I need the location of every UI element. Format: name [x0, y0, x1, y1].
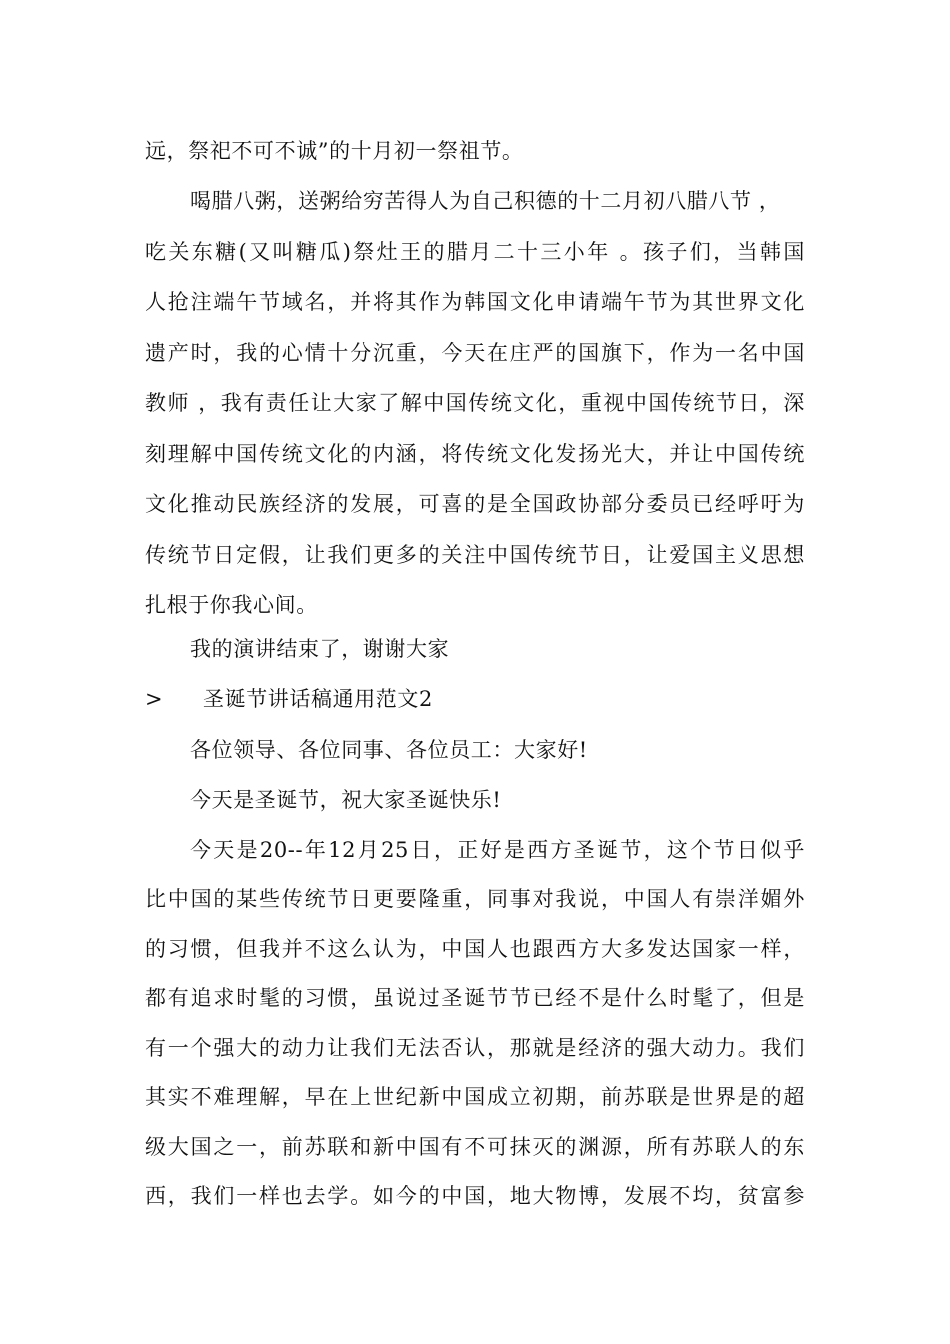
paragraph-line: 吃关东糖(又叫糖瓜)祭灶王的腊月二十三小年 。孩子们，当韩国 [145, 240, 805, 264]
paragraph-line: 今天是圣诞节，祝大家圣诞快乐! [190, 788, 502, 812]
paragraph-line: 的习惯，但我并不这么认为，中国人也跟西方大多发达国家一样， [145, 937, 805, 961]
paragraph-line: 遗产时，我的心情十分沉重，今天在庄严的国旗下，作为一名中国 [145, 341, 805, 365]
paragraph-line: 我的演讲结束了，谢谢大家 [190, 637, 450, 661]
section-heading [145, 684, 805, 714]
paragraph-line: 喝腊八粥，送粥给穷苦得人为自己积德的十二月初八腊八节 ， [190, 189, 781, 213]
paragraph-line: 今天是20--年12月25日，正好是西方圣诞节，这个节日似乎 [190, 838, 805, 862]
paragraph-line: 各位领导、各位同事、各位员工：大家好! [190, 738, 588, 762]
paragraph-line: 级大国之一，前苏联和新中国有不可抹灭的渊源，所有苏联人的东 [145, 1135, 805, 1159]
paragraph-line: 扎根于你我心间。 [145, 593, 318, 617]
paragraph-line: 有一个强大的动力让我们无法否认，那就是经济的强大动力。我们 [145, 1036, 805, 1060]
paragraph-line: 人抢注端午节域名，并将其作为韩国文化申请端午节为其世界文化 [145, 290, 805, 314]
paragraph-line: 刻理解中国传统文化的内涵，将传统文化发扬光大，并让中国传统 [145, 442, 805, 466]
paragraph-line: 远，祭祀不可不诚”的十月初一祭祖节。 [145, 139, 524, 163]
chevron-right-icon: > [145, 687, 163, 711]
section-heading-text: 圣诞节讲话稿通用范文2 [203, 687, 433, 711]
paragraph-line: 其实不难理解，早在上世纪新中国成立初期，前苏联是世界是的超 [145, 1085, 805, 1109]
paragraph-line: 西，我们一样也去学。如今的中国，地大物博，发展不均，贫富参 [145, 1184, 805, 1208]
paragraph-line: 文化推动民族经济的发展，可喜的是全国政协部分委员已经呼吁为 [145, 492, 805, 516]
paragraph-line: 比中国的某些传统节日更要隆重，同事对我说，中国人有崇洋媚外 [145, 887, 805, 911]
paragraph-line: 教师 ，我有责任让大家了解中国传统文化，重视中国传统节日，深 [145, 391, 805, 415]
paragraph-line: 传统节日定假，让我们更多的关注中国传统节日，让爱国主义思想 [145, 543, 805, 567]
paragraph-line: 都有追求时髦的习惯，虽说过圣诞节节已经不是什么时髦了，但是 [145, 986, 805, 1010]
